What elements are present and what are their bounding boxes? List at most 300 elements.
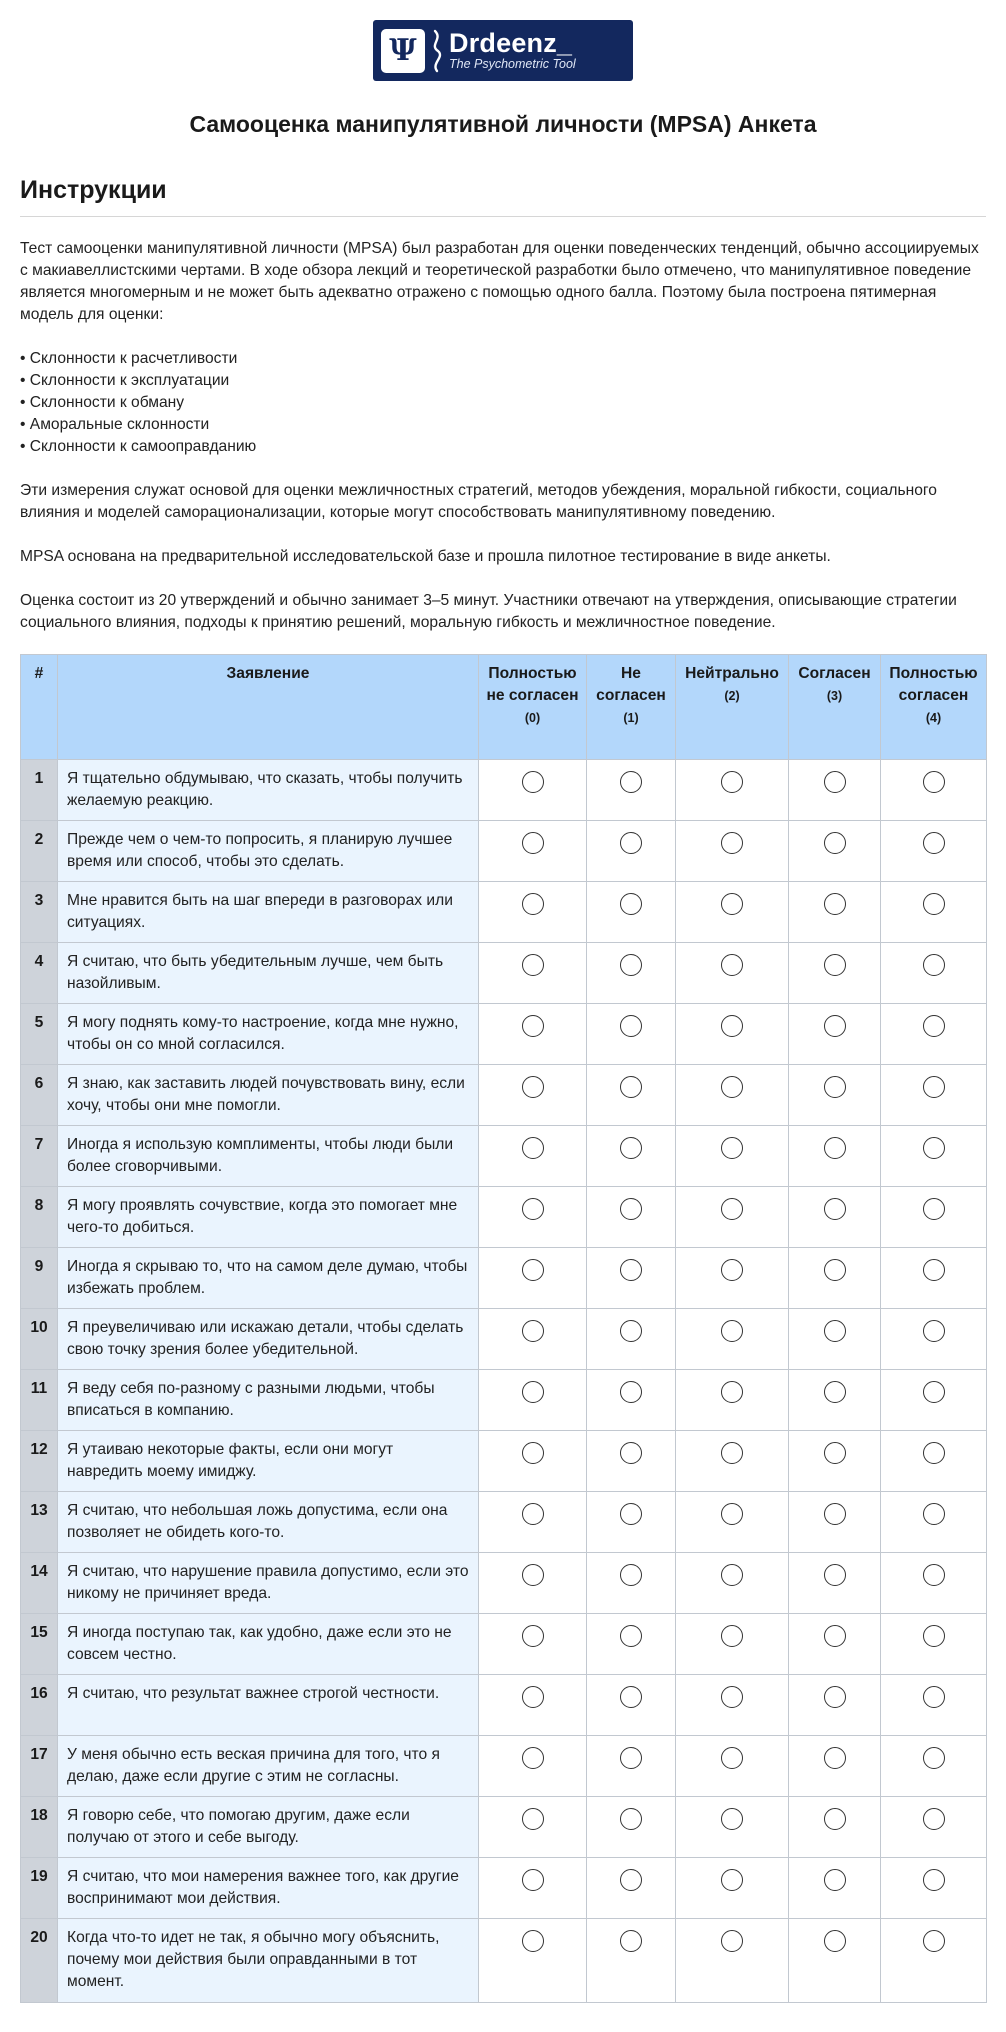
option-cell [479,821,587,882]
row-number: 18 [21,1797,58,1858]
option-score: (3) [826,689,843,703]
answer-radio-4[interactable] [923,1076,945,1098]
dimension-list [20,348,986,458]
answer-radio-1[interactable] [620,1808,642,1830]
option-label: Полностью согласен [889,665,978,704]
questionnaire-table [20,654,987,2003]
row-number: 19 [21,1858,58,1919]
instructions-paragraph: MPSA основана на предварительной исследовательской базе и прошла пилотное тестирование в виде анкеты. [20,548,831,565]
answer-radio-2[interactable] [721,1503,743,1525]
row-number: 8 [21,1187,58,1248]
option-cell [676,1248,789,1309]
statement-text: У меня обычно есть веская причина для того, что я делаю, даже если другие с этим не согласны. [58,1736,479,1797]
answer-radio-3[interactable] [824,1198,846,1220]
answer-radio-0[interactable] [522,1015,544,1037]
option-cell [789,821,881,882]
answer-radio-1[interactable] [620,1869,642,1891]
answer-radio-1[interactable] [620,832,642,854]
answer-radio-1[interactable] [620,1137,642,1159]
dimension-item: • Склонности к расчетливости [20,350,238,367]
answer-radio-4[interactable] [923,1930,945,1952]
option-cell [676,1858,789,1919]
answer-radio-0[interactable] [522,771,544,793]
table-row [21,1675,987,1736]
option-cell [881,1675,987,1736]
dimension-item: • Склонности к обману [20,394,185,411]
option-cell [676,1126,789,1187]
option-cell [881,1858,987,1919]
statement-text: Когда что-то идет не так, я обычно могу объяснить, почему мои действия были оправданными в тот момент. [58,1919,479,2003]
answer-radio-0[interactable] [522,1381,544,1403]
row-number: 1 [21,760,58,821]
answer-radio-0[interactable] [522,1625,544,1647]
answer-radio-3[interactable] [824,1442,846,1464]
option-cell [881,1065,987,1126]
answer-radio-2[interactable] [721,1808,743,1830]
answer-radio-2[interactable] [721,1869,743,1891]
answer-radio-0[interactable] [522,1930,544,1952]
row-number: 16 [21,1675,58,1736]
answer-radio-1[interactable] [620,1442,642,1464]
option-cell [479,1065,587,1126]
statement-text: Я могу поднять кому-то настроение, когда мне нужно, чтобы он со мной согласился. [58,1004,479,1065]
logo-area [20,0,986,81]
option-cell [881,1492,987,1553]
answer-radio-0[interactable] [522,832,544,854]
instructions-heading: Инструкции [20,174,986,217]
answer-radio-2[interactable] [721,893,743,915]
answer-radio-3[interactable] [824,1747,846,1769]
option-cell [676,760,789,821]
option-cell [479,1431,587,1492]
option-cell [479,1614,587,1675]
option-cell [789,1248,881,1309]
option-score: (2) [724,689,740,703]
table-row [21,1004,987,1065]
answer-radio-4[interactable] [923,1442,945,1464]
table-row [21,1797,987,1858]
answer-radio-4[interactable] [923,1198,945,1220]
answer-radio-2[interactable] [721,1442,743,1464]
option-label: Не согласен [596,665,666,704]
option-cell [479,1919,587,2003]
option-cell [881,1431,987,1492]
answer-radio-3[interactable] [824,1076,846,1098]
answer-radio-1[interactable] [620,1259,642,1281]
answer-radio-4[interactable] [923,1381,945,1403]
option-cell [587,1492,676,1553]
dimension-item: • Склонности к эксплуатации [20,372,230,389]
option-cell [479,1370,587,1431]
option-cell [789,1736,881,1797]
header-option-4 [881,655,987,760]
option-cell [881,1004,987,1065]
statement-text: Я считаю, что нарушение правила допустимо, если это никому не причиняет вреда. [58,1553,479,1614]
option-cell [676,1675,789,1736]
row-number: 15 [21,1614,58,1675]
option-cell [789,882,881,943]
option-cell [789,1675,881,1736]
answer-radio-3[interactable] [824,832,846,854]
option-cell [479,1004,587,1065]
row-number: 17 [21,1736,58,1797]
answer-radio-4[interactable] [923,1564,945,1586]
table-row [21,943,987,1004]
statement-text: Я считаю, что быть убедительным лучше, чем быть назойливым. [58,943,479,1004]
statement-text: Я тщательно обдумываю, что сказать, чтобы получить желаемую реакцию. [58,760,479,821]
option-cell [479,1126,587,1187]
option-cell [479,1248,587,1309]
option-cell [587,1858,676,1919]
answer-radio-1[interactable] [620,771,642,793]
statement-text: Я знаю, как заставить людей почувствовать вину, если хочу, чтобы они мне помогли. [58,1065,479,1126]
answer-radio-1[interactable] [620,893,642,915]
answer-radio-1[interactable] [620,1564,642,1586]
option-cell [789,1370,881,1431]
row-number: 5 [21,1004,58,1065]
table-body [21,760,987,2003]
answer-radio-2[interactable] [721,1320,743,1342]
answer-radio-3[interactable] [824,1015,846,1037]
option-cell [587,1919,676,2003]
answer-radio-2[interactable] [721,1564,743,1586]
answer-radio-4[interactable] [923,1503,945,1525]
answer-radio-4[interactable] [923,1259,945,1281]
table-row [21,1858,987,1919]
answer-radio-3[interactable] [824,1564,846,1586]
answer-radio-4[interactable] [923,1869,945,1891]
option-cell [881,1187,987,1248]
answer-radio-1[interactable] [620,1320,642,1342]
option-cell [479,1187,587,1248]
option-cell [676,1797,789,1858]
option-cell [881,1248,987,1309]
option-cell [479,1858,587,1919]
option-label: Согласен [798,665,871,682]
option-cell [881,821,987,882]
option-cell [789,1004,881,1065]
answer-radio-4[interactable] [923,1747,945,1769]
answer-radio-0[interactable] [522,1076,544,1098]
option-cell [881,1309,987,1370]
option-cell [676,1004,789,1065]
statement-text: Иногда я использую комплименты, чтобы люди были более сговорчивыми. [58,1126,479,1187]
answer-radio-2[interactable] [721,1747,743,1769]
answer-radio-2[interactable] [721,1686,743,1708]
answer-radio-3[interactable] [824,893,846,915]
answer-radio-3[interactable] [824,1686,846,1708]
row-number: 9 [21,1248,58,1309]
answer-radio-1[interactable] [620,1198,642,1220]
answer-radio-2[interactable] [721,1930,743,1952]
header-number: # [21,655,58,760]
answer-radio-1[interactable] [620,1076,642,1098]
option-cell [676,1553,789,1614]
brand-tagline: The Psychometric Tool [449,57,576,71]
option-cell [676,1187,789,1248]
answer-radio-0[interactable] [522,1259,544,1281]
option-score: (4) [925,711,942,725]
answer-radio-4[interactable] [923,1320,945,1342]
answer-radio-2[interactable] [721,771,743,793]
table-row [21,760,987,821]
answer-radio-3[interactable] [824,1808,846,1830]
option-cell [587,943,676,1004]
option-label: Нейтрально [685,665,779,682]
option-cell [789,943,881,1004]
statement-text: Прежде чем о чем-то попросить, я планирую лучшее время или способ, чтобы это сделать. [58,821,479,882]
instructions-paragraph: Эти измерения служат основой для оценки межличностных стратегий, методов убеждения, моральной гибкости, социального влияния и моделей саморационализации, которые могут способствовать манипулятивному поведению. [20,482,937,521]
option-cell [676,1065,789,1126]
option-cell [789,760,881,821]
table-row [21,821,987,882]
answer-radio-1[interactable] [620,1686,642,1708]
answer-radio-3[interactable] [824,1381,846,1403]
row-number: 10 [21,1309,58,1370]
option-cell [587,1614,676,1675]
row-number: 6 [21,1065,58,1126]
statement-text: Я могу проявлять сочувствие, когда это помогает мне чего-то добиться. [58,1187,479,1248]
answer-radio-0[interactable] [522,954,544,976]
psi-icon: Ψ [381,29,425,73]
statement-text: Мне нравится быть на шаг впереди в разговорах или ситуациях. [58,882,479,943]
statement-text: Я иногда поступаю так, как удобно, даже если это не совсем честно. [58,1614,479,1675]
option-cell [789,1919,881,2003]
answer-radio-3[interactable] [824,1320,846,1342]
option-cell [881,1736,987,1797]
table-row [21,1553,987,1614]
option-cell [789,1187,881,1248]
row-number: 4 [21,943,58,1004]
option-cell [479,1309,587,1370]
option-score: (0) [524,711,541,725]
option-cell [789,1431,881,1492]
option-cell [587,1065,676,1126]
answer-radio-1[interactable] [620,954,642,976]
answer-radio-1[interactable] [620,1503,642,1525]
statement-text: Иногда я скрываю то, что на самом деле думаю, чтобы избежать проблем. [58,1248,479,1309]
option-cell [881,1614,987,1675]
option-cell [789,1065,881,1126]
option-cell [789,1309,881,1370]
option-cell [587,1797,676,1858]
option-cell [676,1919,789,2003]
answer-radio-4[interactable] [923,893,945,915]
answer-radio-3[interactable] [824,1625,846,1647]
page-title: Самооценка манипулятивной личности (MPSA) Анкета [189,111,817,137]
answer-radio-0[interactable] [522,1869,544,1891]
header-option-1 [587,655,676,760]
option-cell [479,882,587,943]
table-row [21,1431,987,1492]
option-cell [789,1797,881,1858]
instructions-body [20,238,986,634]
answer-radio-3[interactable] [824,1503,846,1525]
table-row [21,1248,987,1309]
answer-radio-4[interactable] [923,771,945,793]
option-score: (1) [623,711,639,725]
option-cell [479,1736,587,1797]
option-cell [479,1797,587,1858]
table-row [21,1126,987,1187]
answer-radio-4[interactable] [923,1625,945,1647]
answer-radio-1[interactable] [620,1625,642,1647]
option-cell [789,1492,881,1553]
option-cell [587,760,676,821]
table-row [21,1919,987,2003]
wave-icon [431,29,445,73]
answer-radio-2[interactable] [721,954,743,976]
answer-radio-3[interactable] [824,771,846,793]
option-cell [587,1675,676,1736]
table-row [21,1309,987,1370]
option-cell [479,1553,587,1614]
answer-radio-2[interactable] [721,1381,743,1403]
answer-radio-3[interactable] [824,1930,846,1952]
header-statement: Заявление [58,655,479,760]
answer-radio-0[interactable] [522,1320,544,1342]
option-cell [587,821,676,882]
statement-text: Я считаю, что мои намерения важнее того, как другие воспринимают мои действия. [58,1858,479,1919]
row-number: 13 [21,1492,58,1553]
row-number: 3 [21,882,58,943]
dimension-item: • Аморальные склонности [20,416,210,433]
option-cell [676,1431,789,1492]
table-row [21,1614,987,1675]
table-row [21,1187,987,1248]
instructions-paragraph: Тест самооценки манипулятивной личности (MPSA) был разработан для оценки поведенческих тенденций, обычно ассоциируемых с макиавеллистскими чертами. В ходе обзора лекций и теоретической разработки было отмечено, что манипулятивное поведение является многомерным и не может быть адекватно отражено с помощью одного балла. Поэтому была построена пятимерная модель для оценки: [20,240,979,323]
answer-radio-2[interactable] [721,1198,743,1220]
answer-radio-0[interactable] [522,1747,544,1769]
answer-radio-0[interactable] [522,1198,544,1220]
answer-radio-1[interactable] [620,1747,642,1769]
option-cell [881,1797,987,1858]
table-header-row [21,655,987,760]
answer-radio-0[interactable] [522,1137,544,1159]
statement-text: Я веду себя по-разному с разными людьми, чтобы вписаться в компанию. [58,1370,479,1431]
option-cell [587,1431,676,1492]
answer-radio-0[interactable] [522,1808,544,1830]
option-cell [881,1553,987,1614]
brand-text [449,29,576,72]
option-cell [881,760,987,821]
answer-radio-1[interactable] [620,1015,642,1037]
answer-radio-3[interactable] [824,1869,846,1891]
option-cell [587,1187,676,1248]
option-cell [587,1126,676,1187]
row-number: 12 [21,1431,58,1492]
answer-radio-1[interactable] [620,1930,642,1952]
answer-radio-4[interactable] [923,1137,945,1159]
option-cell [587,1370,676,1431]
table-row [21,882,987,943]
answer-radio-4[interactable] [923,832,945,854]
table-row [21,1736,987,1797]
answer-radio-3[interactable] [824,1259,846,1281]
option-cell [789,1126,881,1187]
option-cell [789,1858,881,1919]
statement-text: Я утаиваю некоторые факты, если они могут навредить моему имиджу. [58,1431,479,1492]
option-cell [587,882,676,943]
option-cell [676,1736,789,1797]
option-cell [479,760,587,821]
answer-radio-4[interactable] [923,1015,945,1037]
option-cell [587,1736,676,1797]
statement-text: Я считаю, что небольшая ложь допустима, если она позволяет не обидеть кого-то. [58,1492,479,1553]
option-cell [676,1309,789,1370]
table-row [21,1065,987,1126]
answer-radio-2[interactable] [721,832,743,854]
option-cell [479,1675,587,1736]
option-cell [676,1614,789,1675]
answer-radio-2[interactable] [721,1137,743,1159]
answer-radio-0[interactable] [522,1503,544,1525]
option-cell [479,1492,587,1553]
answer-radio-0[interactable] [522,1686,544,1708]
answer-radio-4[interactable] [923,1686,945,1708]
answer-radio-3[interactable] [824,954,846,976]
answer-radio-0[interactable] [522,893,544,915]
option-cell [881,882,987,943]
option-cell [587,1248,676,1309]
answer-radio-4[interactable] [923,1808,945,1830]
header-option-0 [479,655,587,760]
instructions-paragraph: Оценка состоит из 20 утверждений и обычно занимает 3–5 минут. Участники отвечают на утверждения, описывающие стратегии социального влияния, подходы к принятию решений, моральную гибкость и межличностное поведение. [20,592,957,631]
row-number: 11 [21,1370,58,1431]
option-cell [587,1553,676,1614]
option-cell [789,1553,881,1614]
answer-radio-2[interactable] [721,1625,743,1647]
statement-text: Я преувеличиваю или искажаю детали, чтобы сделать свою точку зрения более убедительной. [58,1309,479,1370]
option-cell [676,821,789,882]
row-number: 7 [21,1126,58,1187]
answer-radio-0[interactable] [522,1564,544,1586]
option-cell [676,943,789,1004]
option-cell [676,1492,789,1553]
option-cell [881,943,987,1004]
brand-name: Drdeenz_ [449,28,573,58]
row-number: 2 [21,821,58,882]
answer-radio-1[interactable] [620,1381,642,1403]
answer-radio-2[interactable] [721,1015,743,1037]
option-cell [676,1370,789,1431]
answer-radio-2[interactable] [721,1259,743,1281]
table-row [21,1492,987,1553]
row-number: 20 [21,1919,58,2003]
option-cell [676,882,789,943]
answer-radio-2[interactable] [721,1076,743,1098]
option-label: Полностью не согласен [486,665,579,704]
row-number: 14 [21,1553,58,1614]
table-row [21,1370,987,1431]
dimension-item: • Склонности к самооправданию [20,438,257,455]
option-cell [587,1309,676,1370]
header-option-3 [789,655,881,760]
answer-radio-4[interactable] [923,954,945,976]
statement-text: Я говорю себе, что помогаю другим, даже если получаю от этого и себе выгоду. [58,1797,479,1858]
option-cell [587,1004,676,1065]
answer-radio-3[interactable] [824,1137,846,1159]
statement-text: Я считаю, что результат важнее строгой честности. [58,1675,479,1736]
header-option-2 [676,655,789,760]
brand-logo [373,20,633,81]
answer-radio-0[interactable] [522,1442,544,1464]
option-cell [881,1919,987,2003]
option-cell [479,943,587,1004]
option-cell [881,1126,987,1187]
option-cell [881,1370,987,1431]
option-cell [789,1614,881,1675]
